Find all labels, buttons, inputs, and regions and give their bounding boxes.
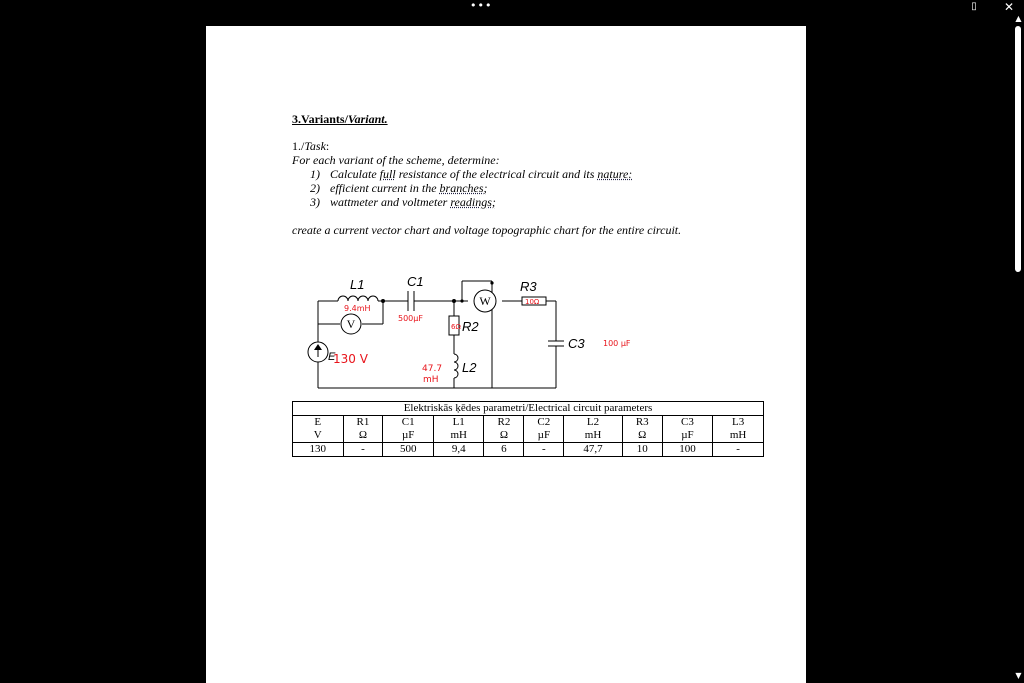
value-cell: 9,4 bbox=[433, 443, 484, 457]
table-units-row bbox=[293, 429, 764, 443]
scroll-down-arrow-icon[interactable]: ▼ bbox=[1015, 671, 1022, 680]
unit-cell: mH bbox=[713, 429, 764, 443]
label-E: E bbox=[328, 351, 336, 363]
header-cell: L3 bbox=[713, 416, 764, 430]
task-list bbox=[310, 167, 632, 209]
header-cell: E bbox=[293, 416, 344, 430]
value-cell: 6 bbox=[484, 443, 524, 457]
scroll-up-arrow-icon[interactable]: ▲ bbox=[1015, 14, 1022, 23]
unit-cell: Ω bbox=[343, 429, 383, 443]
document-page bbox=[206, 26, 806, 683]
value-cell: - bbox=[343, 443, 383, 457]
circuit-parameters-table bbox=[292, 401, 764, 457]
value-cell: 10 bbox=[622, 443, 662, 457]
value-cell: 100 bbox=[662, 443, 713, 457]
unit-cell: V bbox=[293, 429, 344, 443]
circuit-diagram bbox=[296, 271, 656, 401]
label-R2: R2 bbox=[462, 319, 479, 334]
table-header-row bbox=[293, 416, 764, 430]
value-cell: 130 bbox=[293, 443, 344, 457]
label-R3: R3 bbox=[520, 279, 537, 294]
task-label: 1./Task: bbox=[292, 139, 330, 153]
value-cell: 47,7 bbox=[564, 443, 622, 457]
header-cell: C1 bbox=[383, 416, 434, 430]
task-item: 1) Calculate full resistance of the electrical circuit and its nature: bbox=[310, 167, 633, 181]
unit-cell: mH bbox=[433, 429, 484, 443]
header-cell: R1 bbox=[343, 416, 383, 430]
summary-instruction: create a current vector chart and voltage topographic chart for the entire circuit. bbox=[292, 223, 682, 237]
header-cell: C3 bbox=[662, 416, 713, 430]
handwritten-E-value: 130 V bbox=[333, 352, 368, 366]
task-intro: For each variant of the scheme, determine: bbox=[292, 153, 500, 167]
value-cell: - bbox=[524, 443, 564, 457]
header-cell: C2 bbox=[524, 416, 564, 430]
section-heading: 3.Variants/Variant. bbox=[292, 112, 388, 126]
handwritten-C3-value: 100 µF bbox=[603, 339, 631, 348]
task-item: 2) efficient current in the branches; bbox=[310, 181, 488, 195]
label-C3: C3 bbox=[568, 336, 585, 351]
header-cell: L1 bbox=[433, 416, 484, 430]
handwritten-R3-value: 10Ω bbox=[525, 298, 540, 306]
unit-cell: mH bbox=[564, 429, 622, 443]
table-values-row bbox=[293, 443, 764, 457]
restore-window-icon[interactable]: ▯ bbox=[971, 1, 977, 12]
voltmeter-symbol: V bbox=[346, 317, 356, 331]
label-L2: L2 bbox=[462, 360, 477, 375]
header-cell: R2 bbox=[484, 416, 524, 430]
unit-cell: Ω bbox=[622, 429, 662, 443]
handwritten-L2-value: 47.7 bbox=[422, 364, 443, 374]
unit-cell: µF bbox=[383, 429, 434, 443]
value-cell: - bbox=[713, 443, 764, 457]
close-window-icon[interactable]: ✕ bbox=[1003, 0, 1015, 14]
scrollbar-thumb[interactable] bbox=[1015, 26, 1021, 272]
task-item: 3) wattmeter and voltmeter readings; bbox=[310, 195, 496, 209]
handwritten-R2-value: 6Ω bbox=[451, 323, 461, 331]
label-C1: C1 bbox=[407, 274, 424, 289]
more-options-icon[interactable]: ••• bbox=[470, 0, 493, 12]
header-cell: R3 bbox=[622, 416, 662, 430]
window-title-bar bbox=[0, 0, 1024, 14]
unit-cell: Ω bbox=[484, 429, 524, 443]
unit-cell: µF bbox=[524, 429, 564, 443]
handwritten-C1-value: 500µF bbox=[398, 314, 423, 323]
header-cell: L2 bbox=[564, 416, 622, 430]
wattmeter-symbol: W bbox=[479, 294, 491, 308]
unit-cell: µF bbox=[662, 429, 713, 443]
value-cell: 500 bbox=[383, 443, 434, 457]
table-caption: Elektriskās ķēdes parametri/Electrical circuit parameters bbox=[293, 402, 764, 416]
handwritten-L1-value: 9.4mH bbox=[344, 304, 371, 313]
label-L1: L1 bbox=[350, 277, 365, 292]
handwritten-L2-unit: mH bbox=[423, 375, 439, 385]
